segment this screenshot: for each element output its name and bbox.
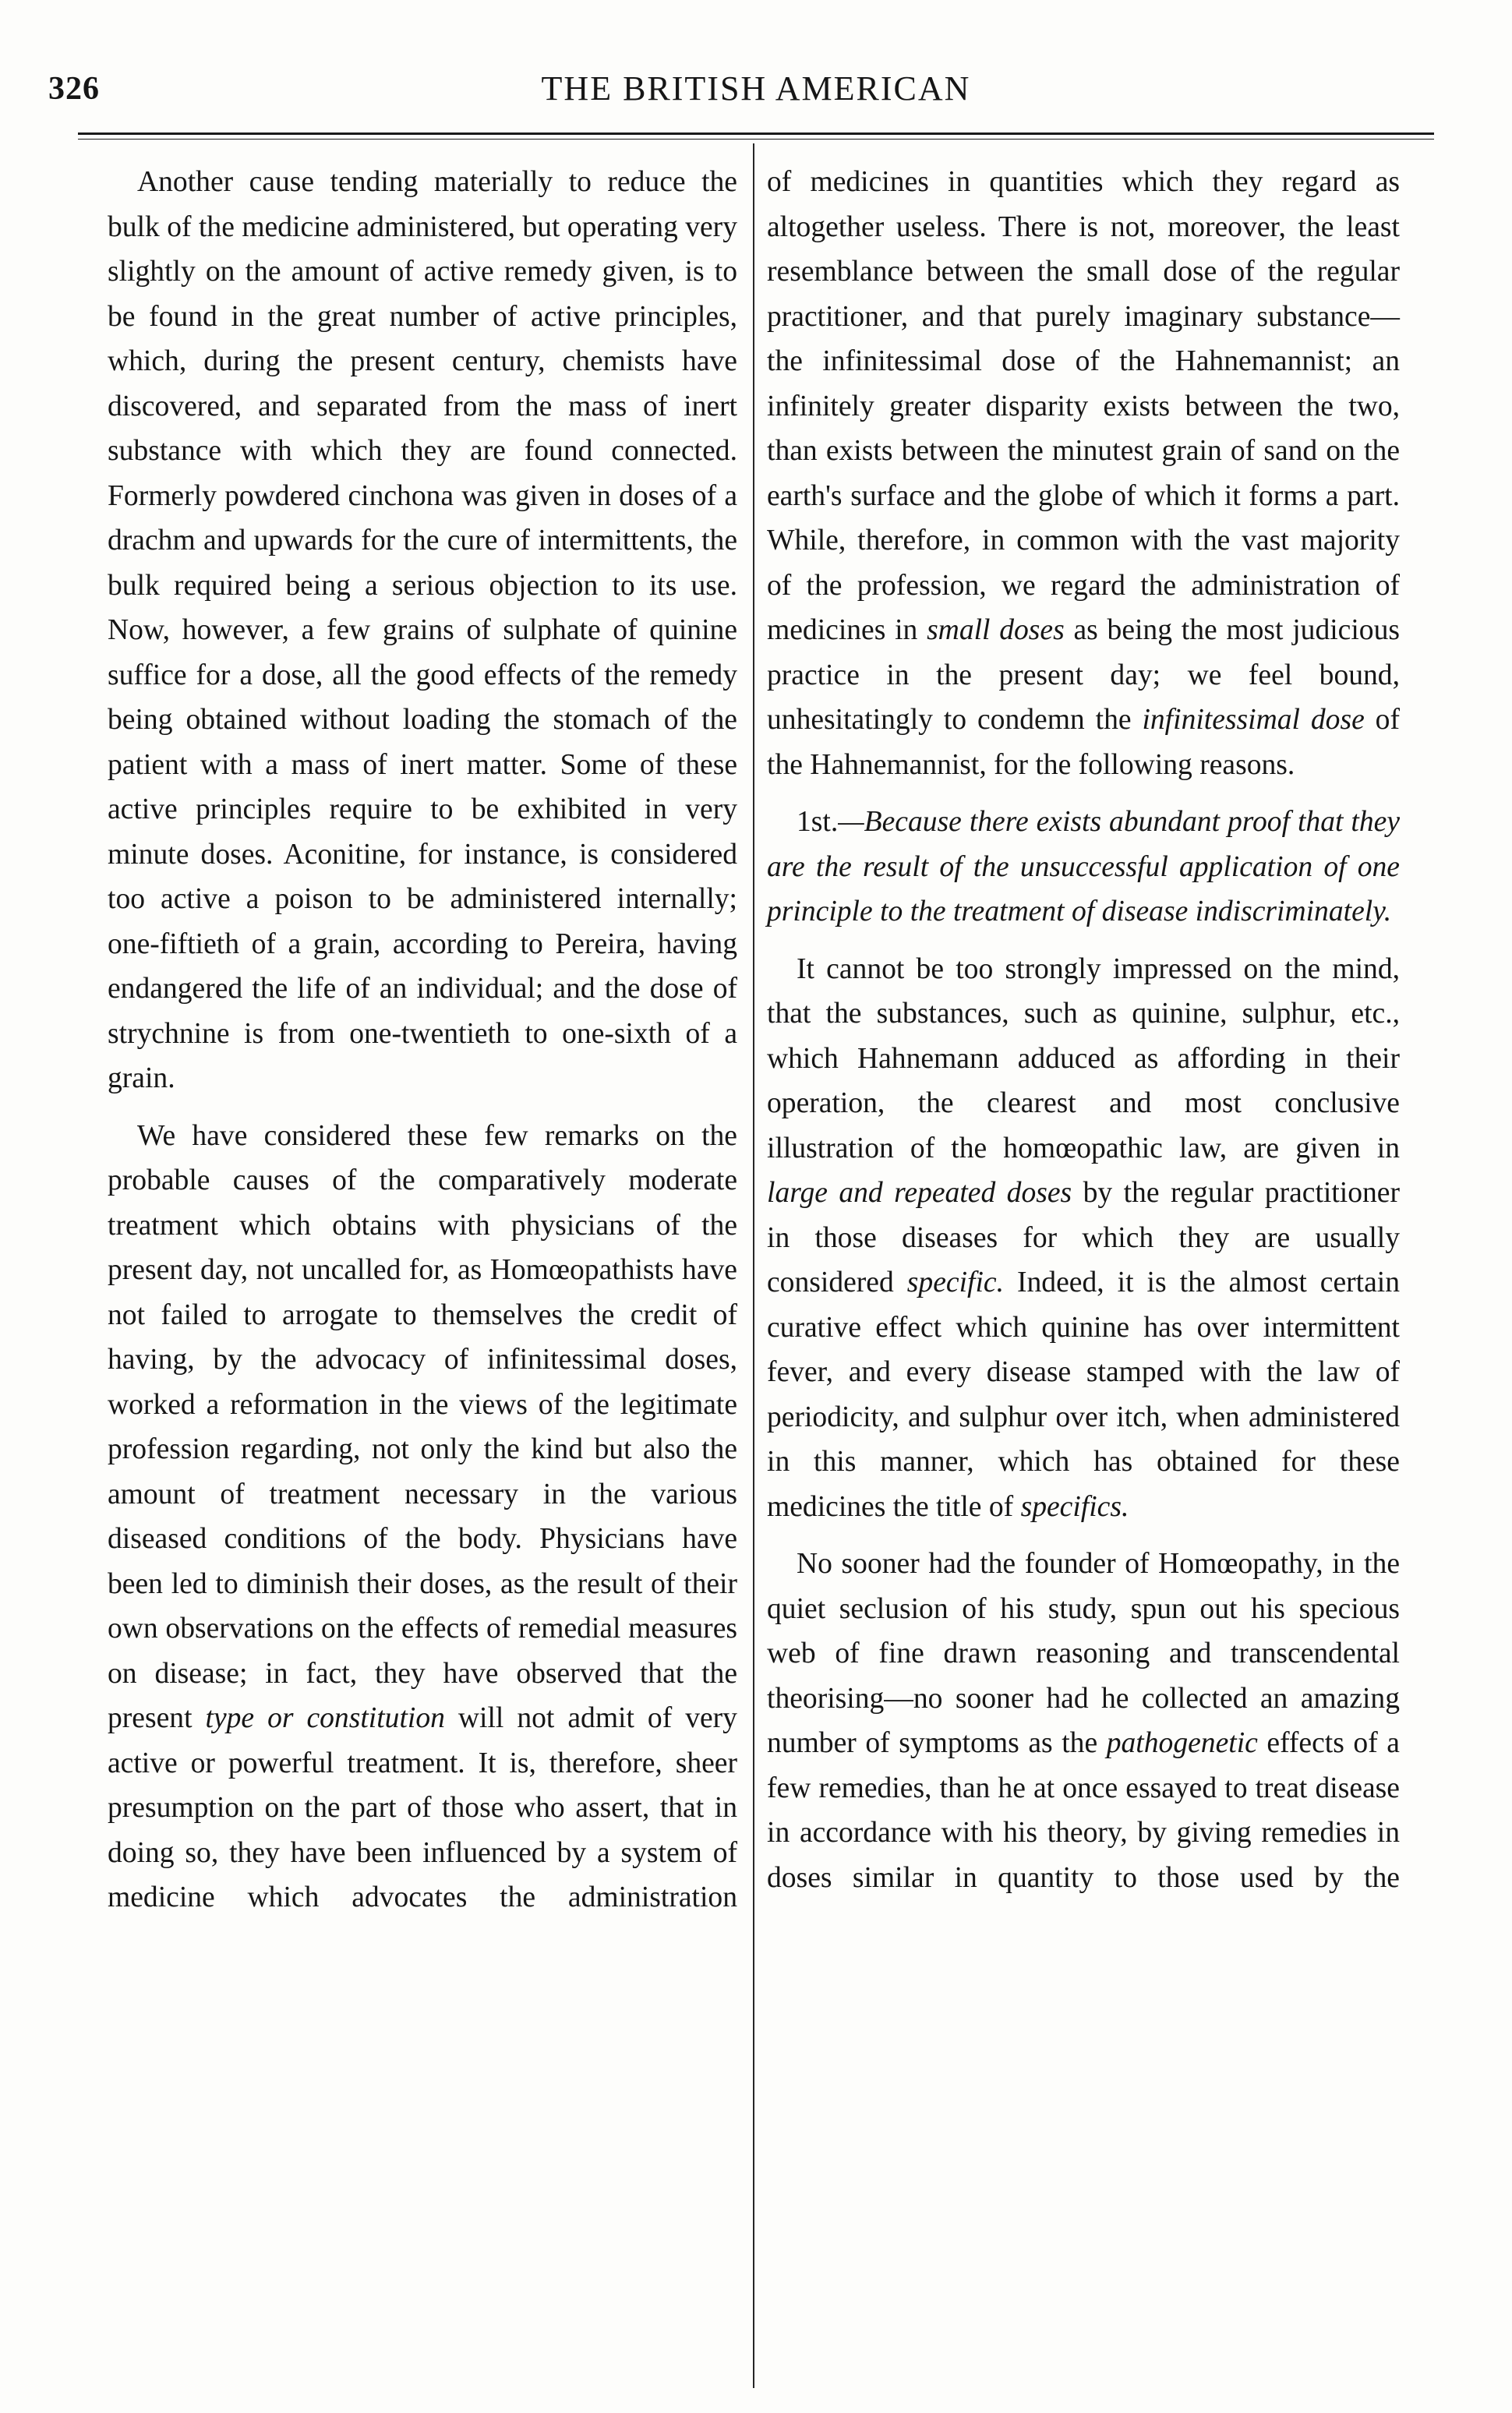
right-column xyxy=(767,160,1400,1913)
text-run: of the Hahnemannist, for the following reasons. xyxy=(767,704,1400,781)
italic-text: type or constitution xyxy=(205,1702,445,1734)
text-run: Indeed, it is the almost certain curative effect which quinine has over intermittent fever, and every disease stamped with the law of periodicity, and sulphur over itch, when administered in this manner, which has obtained for these medicines the title of xyxy=(767,1267,1400,1523)
text-run: Another cause tending materially to reduce the bulk of the medicine administered, but operating very slightly on the amount of active remedy given, is to be found in the great number of active principles, which, during the present century, chemists have discovered, and separated from the mass of inert substance with which they are found connected. Formerly powdered cinchona was given in doses of a drachm and upwards for the cure of intermittents, the bulk required being a serious objection to its use. Now, however, a few grains of sulphate of quinine suffice for a dose, all the good effects of the remedy being obtained without loading the stomach of the patient with a mass of inert matter. Some of these active principles require to be exhibited in very minute doses. Aconitine, for instance, is considered too active a poison to be administered internally; one-fiftieth of a grain, according to Pereira, having endangered the life of an individual; and the dose of strychnine is from one-twentieth to one-sixth of a grain. xyxy=(108,166,737,1094)
italic-text: specifics. xyxy=(1020,1490,1129,1523)
italic-text: pathogenetic xyxy=(1106,1727,1258,1759)
paragraph xyxy=(108,1114,737,1920)
paragraph xyxy=(767,947,1400,1530)
text-run: It cannot be too strongly impressed on the mind, that the substances, such as quinine, sulphur, etc., which Hahnemann adduced as affording in their operation, the clearest and most conclusive illustration of the homœopathic law, are given in xyxy=(767,952,1400,1164)
text-run: as being the most judicious practice in the present day; we feel bound, unhesitatingly to condemn the xyxy=(767,614,1400,736)
column-divider xyxy=(753,143,754,2388)
left-column xyxy=(108,160,737,1933)
paragraph xyxy=(108,160,737,1101)
header-rule xyxy=(78,132,1434,135)
text-run: We have considered these few remarks on the probable causes of the comparatively moderate treatment which obtains with physicians of the present day, not uncalled for, as Homœopathists have not failed to arrogate to themselves the credit of having, by the advocacy of infinitessimal doses, worked a reformation in the views of the legitimate profession regarding, not only the kind but also the amount of treatment necessary in the various diseased conditions of the body. Physicians have been led to diminish their doses, as the result of their own observations on the effects of remedial measures on disease; in fact, they have observed that the present xyxy=(108,1119,737,1734)
italic-text: large and repeated doses xyxy=(767,1177,1072,1209)
page-number: 326 xyxy=(48,71,100,107)
paragraph xyxy=(767,1542,1400,1900)
italic-text: specific. xyxy=(906,1267,1004,1298)
text-run: No sooner had the founder of Homœopathy, in the quiet seclusion of his study, spun out his specious web of fine drawn reasoning and transcendental theorising—no sooner had he collected an amazing number of symptoms as the xyxy=(767,1548,1400,1759)
italic-text: small doses xyxy=(927,614,1065,646)
italic-text: infinitessimal dose xyxy=(1142,704,1365,736)
italic-text: —Because there exists abundant proof that they are the result of the unsuccessful application of one principle to the treatment of disease indiscriminately. xyxy=(767,806,1400,927)
header-rule-thin xyxy=(78,139,1434,140)
text-run: effects of a few remedies, than he at once essayed to treat disease in accordance with his theory, by giving remedies in doses similar in quantity to those used by the xyxy=(767,1727,1400,1894)
paragraph xyxy=(767,160,1400,787)
text-run: by the regular practitioner in those diseases for which they are usually considered xyxy=(767,1177,1400,1298)
text-run: of medicines in quantities which they regard as altogether useless. There is not, moreover, the least resemblance between the small dose of the regular practitioner, and that purely imaginary substance—the infinitessimal dose of the Hahnemannist; an infinitely greater disparity exists between the two, than exists between the minutest grain of sand on the earth's surface and the globe of which it forms a part. While, therefore, in common with the vast majority of the profession, we regard the administration of medicines in xyxy=(767,166,1400,646)
text-run: 1st. xyxy=(797,806,839,838)
paragraph xyxy=(767,800,1400,934)
text-run: will not admit of very active or powerful treatment. It is, therefore, sheer presumption on the part of those who assert, that in doing so, they have been influenced by a system of medicine which advocates the administration xyxy=(108,1702,737,1913)
running-head-title: THE BRITISH AMERICAN xyxy=(541,69,971,108)
